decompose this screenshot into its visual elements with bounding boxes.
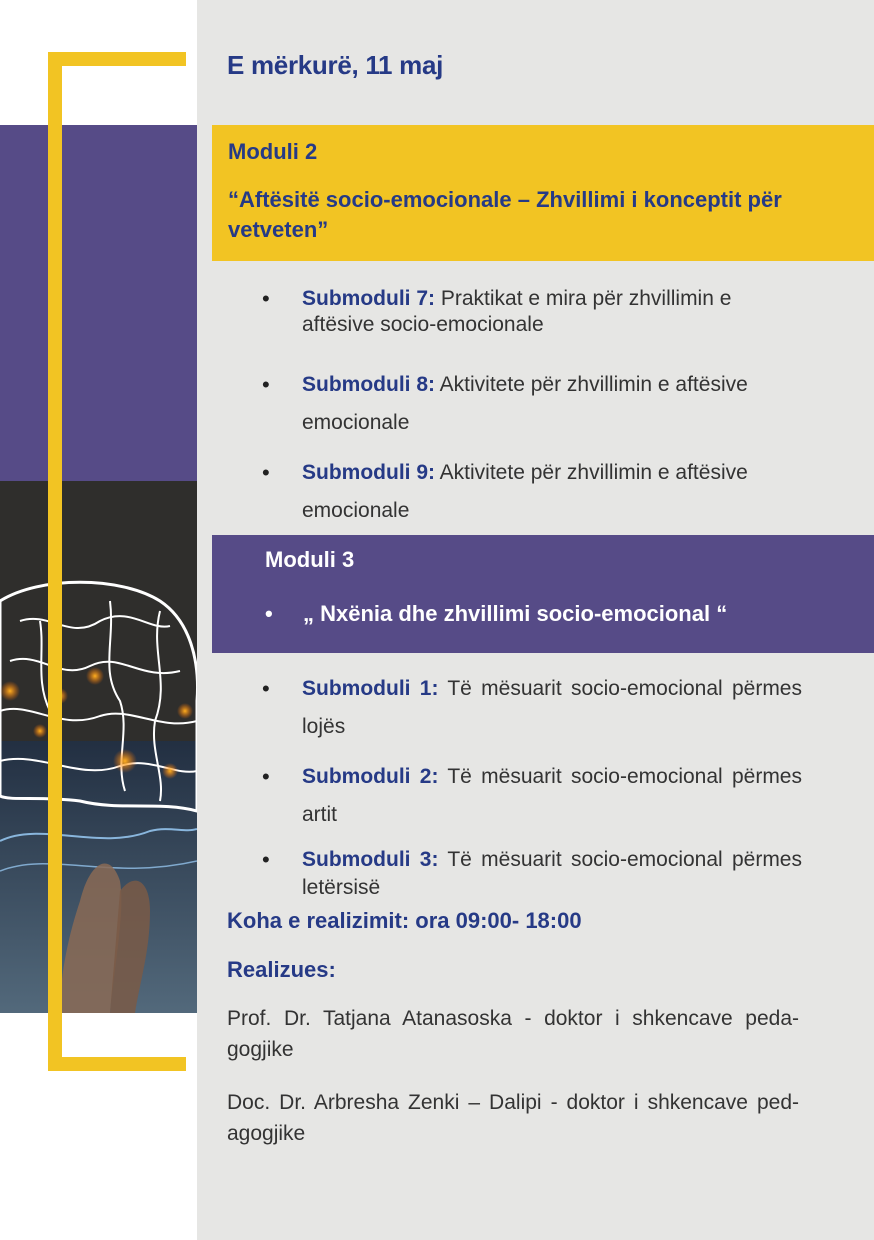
session-time: Koha e realizimit: ora 09:00- 18:00 [227,908,582,933]
list-item: • Submoduli 8: Aktivitete për zhvillimin e aftësive emocionale [262,366,802,442]
list-item: • Submoduli 3: Të mësuarit socio-emocional përmes letërsisë [262,846,802,902]
list-item: • Submoduli 2: Të mësuarit socio-emocional përmes artit [262,758,802,834]
module-2-title: Moduli 2 [228,139,318,164]
module-2-banner [212,125,874,261]
yellow-frame-border [48,52,186,1071]
list-item: • Submoduli 7: Praktikat e mira për zhvillimin e aftësive socio-emocionale [262,286,802,338]
list-item: • Submoduli 9: Aktivitete për zhvillimin e aftësive emocionale [262,454,802,530]
module-3-submodule-list [262,670,802,902]
event-date: E mërkurë, 11 maj [227,50,444,80]
module-3-banner [212,535,874,653]
module-3-subtitle: • „ Nxënia dhe zhvillimi socio-emocional “ [265,601,727,627]
organizers-heading: Realizues: [227,957,336,982]
module-3-title: Moduli 3 [265,547,355,572]
module-2-subtitle: “Aftësitë socio-emocionale – Zhvillimi i konceptit për vetveten” [228,187,782,242]
list-item: • Submoduli 1: Të mësuarit socio-emocional përmes lojës [262,670,802,746]
module-2-submodule-list [262,286,802,530]
organizer-1: Prof. Dr. Tatjana Atanasoska - doktor i shkencave peda-gogjike [227,1007,799,1061]
organizer-2: Doc. Dr. Arbresha Zenki – Dalipi - doktor i shkencave ped-agogjike [227,1091,799,1145]
